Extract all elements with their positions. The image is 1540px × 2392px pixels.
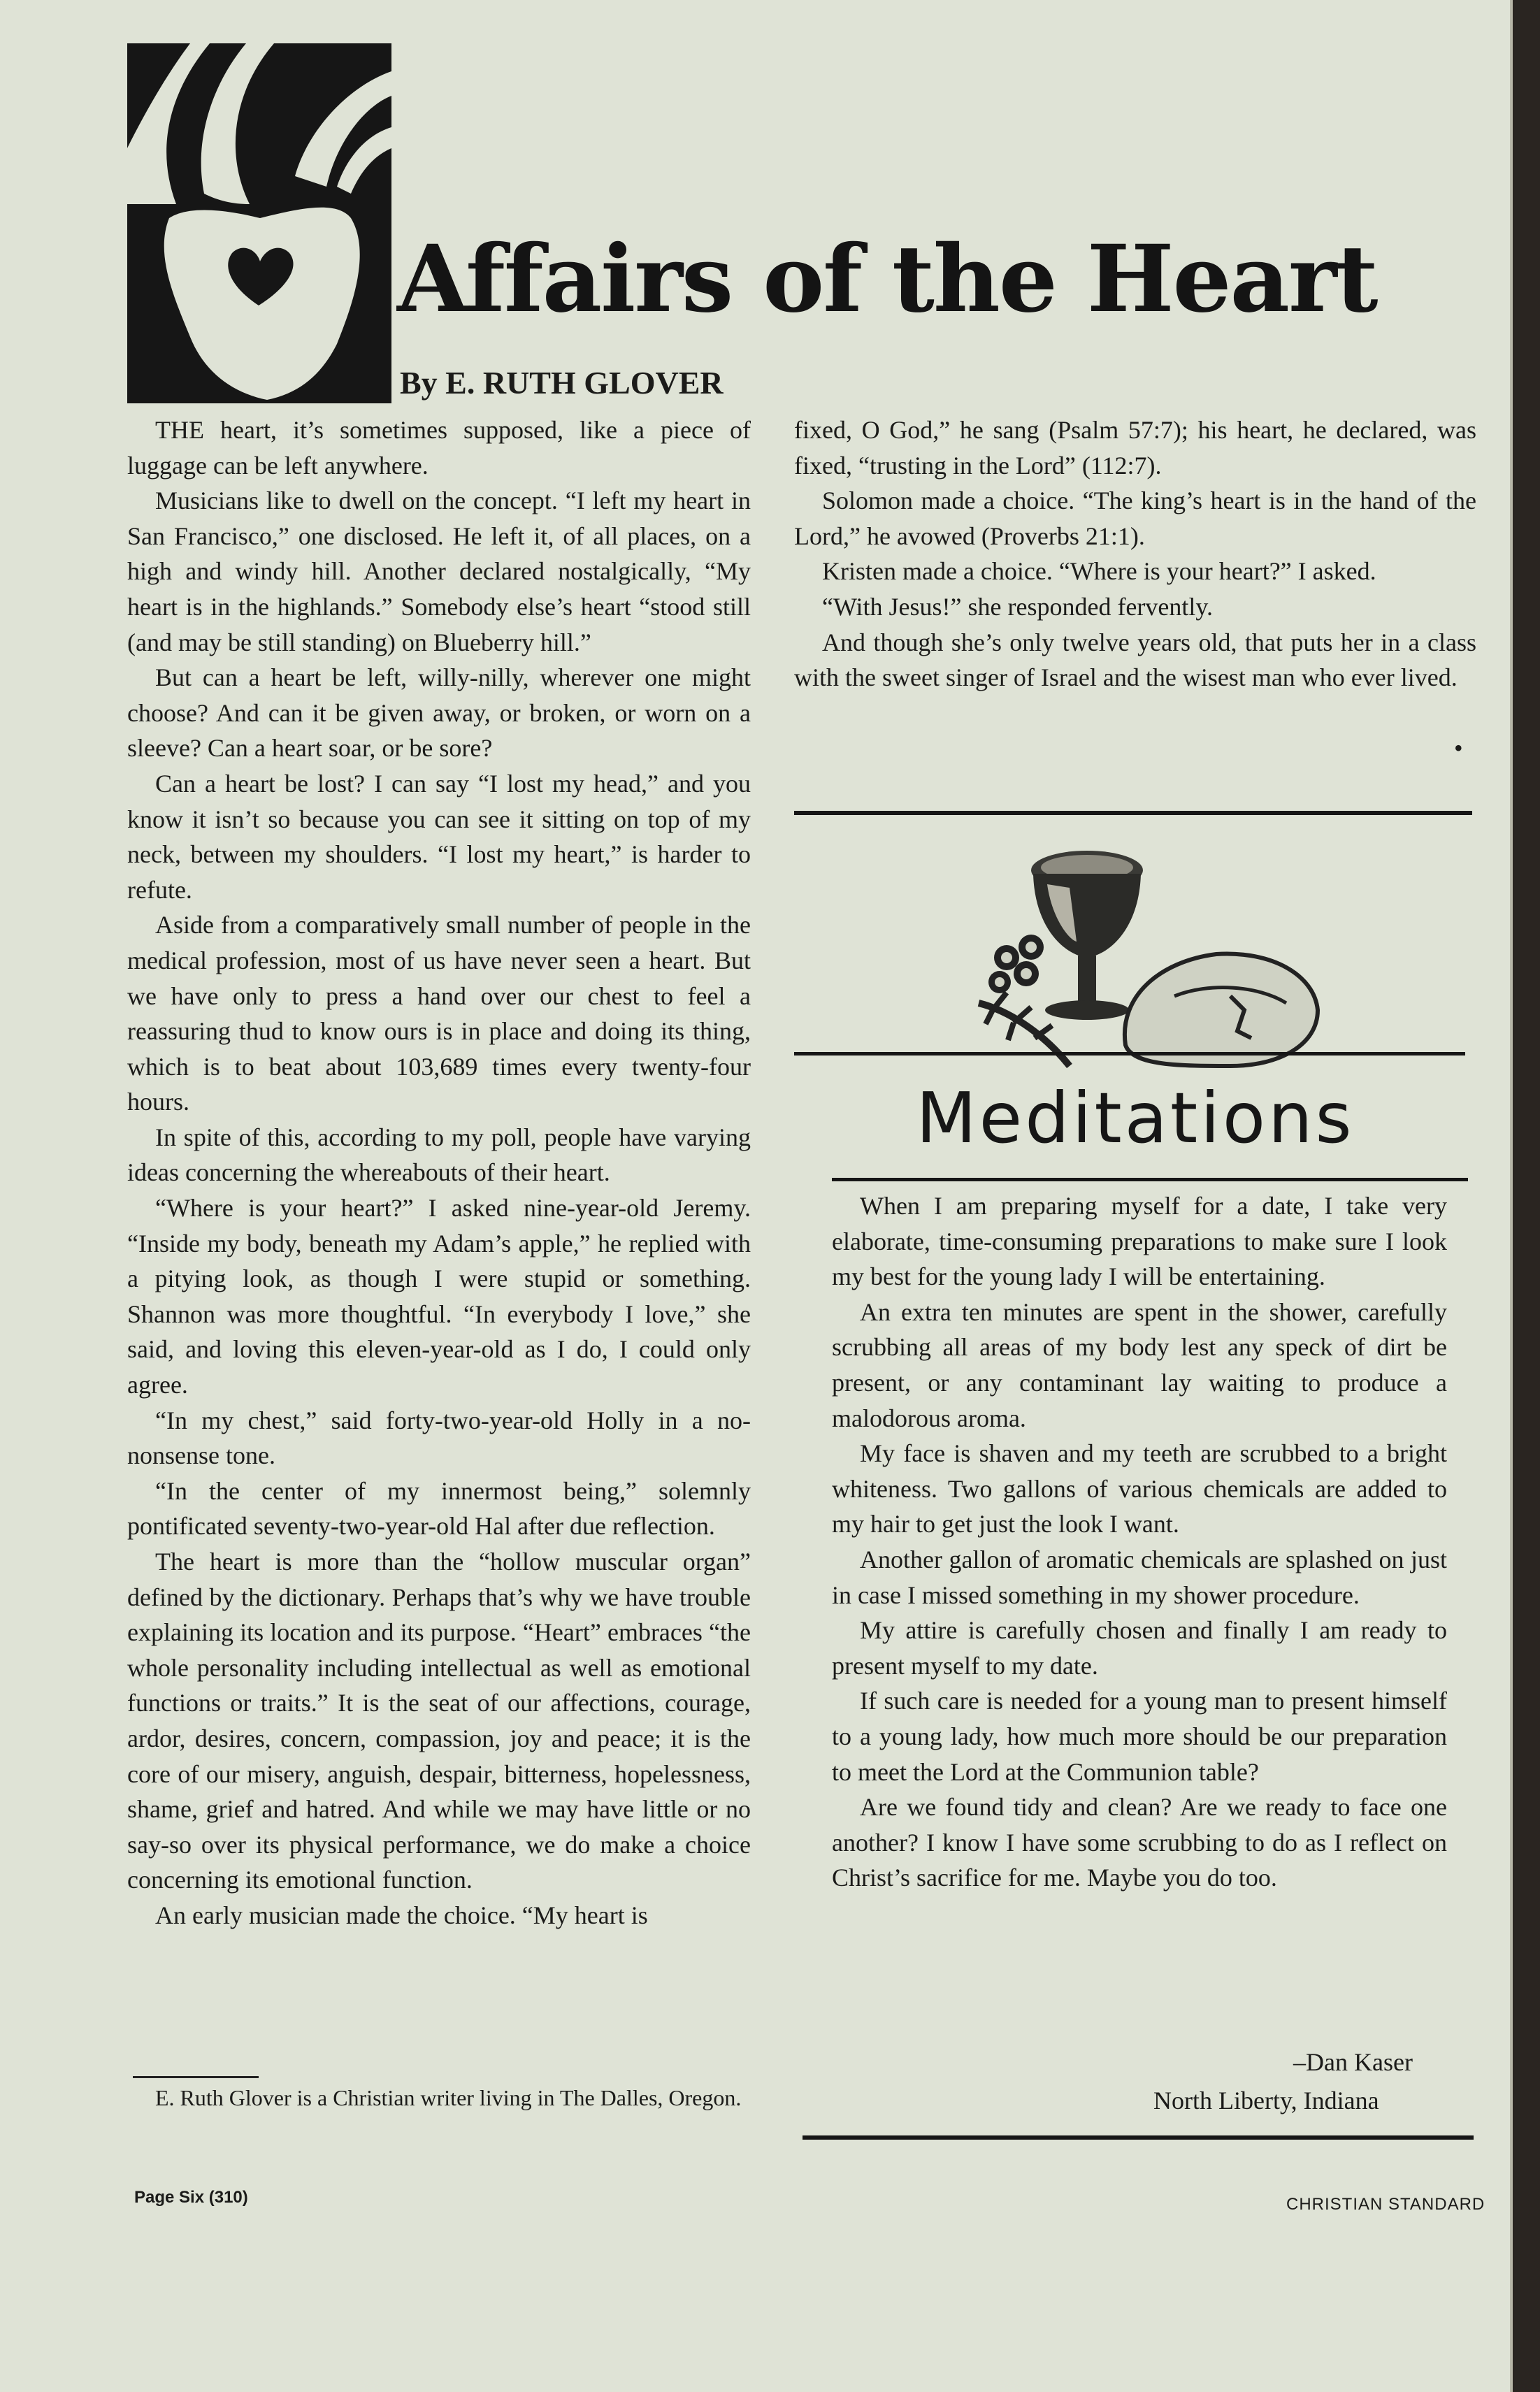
article-paragraph: Aside from a comparatively small number of people in the medical profession, most of us have never seen a heart. But we have only to press a hand over our chest to feel a reassuring thud to know ours is in place and doing its thing, which is to beat about 103,689 times every twenty-four hours.: [127, 911, 751, 1116]
page-number: Page Six (310): [134, 2188, 248, 2207]
binding-edge: [1513, 0, 1540, 2392]
article-paragraph: “In my chest,” said forty-two-year-old Holly in a no-nonsense tone.: [127, 1406, 751, 1470]
article-paragraph: “With Jesus!” she responded fervently.: [822, 592, 1214, 621]
meditations-heading: Meditations: [916, 1077, 1355, 1159]
author-footnote: E. Ruth Glover is a Christian writer living in The Dalles, Oregon.: [155, 2085, 742, 2110]
meditations-column: [832, 1188, 1447, 1896]
meditations-top-rule: [794, 1052, 1465, 1055]
meditations-bottom-rule: [832, 1178, 1468, 1181]
article-column-left: [127, 412, 751, 1933]
article-byline: By E. RUTH GLOVER: [400, 365, 724, 401]
meditations-paragraph: Another gallon of aromatic chemicals are splashed on just in case I missed something in my shower procedure.: [832, 1545, 1447, 1609]
article-paragraph: THE heart, it’s sometimes supposed, like a piece of luggage can be left anywhere.: [127, 416, 751, 480]
article-paragraph: fixed, O God,” he sang (Psalm 57:7); his heart, he declared, was fixed, “trusting in the Lord” (112:7).: [794, 416, 1476, 480]
meditations-paragraph: My face is shaven and my teeth are scrubbed to a bright whiteness. Two gallons of various chemicals are added to my hair to get just the look I want.: [832, 1439, 1447, 1539]
magazine-name: CHRISTIAN STANDARD: [1286, 2195, 1485, 2214]
article-paragraph: “In the center of my innermost being,” solemnly pontificated seventy-two-year-old Hal after due reflection.: [127, 1476, 751, 1541]
meditations-end-rule: [803, 2135, 1474, 2140]
article-column-right: [794, 412, 1476, 696]
article-paragraph: And though she’s only twelve years old, that puts her in a class with the sweet singer of Israel and the wisest man who ever lived.: [794, 628, 1476, 692]
article-paragraph: “Where is your heart?” I asked nine-year-old Jeremy. “Inside my body, beneath my Adam’s apple,” he replied with a pitying look, as though I were stupid or something. Shannon was more thoughtful. “In everybody I love,” she said, and loving this eleven-year-old as I do, I could only agree.: [127, 1194, 751, 1399]
meditations-paragraph: If such care is needed for a young man to present himself to a young lady, how much more should be our preparation to meet the Lord at the Communion table?: [832, 1687, 1447, 1786]
article-paragraph: Can a heart be lost? I can say “I lost my head,” and you know it isn’t so because you can see it sitting on top of my neck, between my shoulders. “I lost my heart,” is harder to refute.: [127, 769, 751, 904]
meditations-paragraph: When I am preparing myself for a date, I take very elaborate, time-consuming preparations to make sure I look my best for the young lady I will be entertaining.: [832, 1192, 1447, 1291]
article-paragraph: Solomon made a choice. “The king’s heart is in the hand of the Lord,” he avowed (Proverbs 21:1).: [794, 487, 1476, 550]
meditations-paragraph: Are we found tidy and clean? Are we ready to face one another? I know I have some scrubbing to do as I reflect on Christ’s sacrifice for me. Maybe you do too.: [832, 1793, 1447, 1892]
article-paragraph: Kristen made a choice. “Where is your heart?” I asked.: [822, 557, 1376, 586]
heart-logo-icon: [127, 43, 391, 403]
meditations-location: North Liberty, Indiana: [1153, 2087, 1379, 2114]
end-mark: •: [1454, 734, 1463, 762]
article-title: Affairs of the Heart: [397, 225, 1377, 333]
communion-cup-bread-icon: [965, 835, 1342, 1076]
meditations-paragraph: An extra ten minutes are spent in the shower, carefully scrubbing all areas of my body lest any speck of dirt be present, or any contaminant lay waiting to produce a malodorous aroma.: [832, 1297, 1447, 1432]
article-paragraph: But can a heart be left, willy-nilly, wherever one might choose? And can it be given away, or broken, or worn on a sleeve? Can a heart soar, or be sore?: [127, 663, 751, 763]
section-divider: [794, 811, 1472, 815]
article-paragraph: In spite of this, according to my poll, people have varying ideas concerning the whereabouts of their heart.: [127, 1123, 751, 1187]
meditations-author: –Dan Kaser: [1293, 2048, 1413, 2076]
article-paragraph: An early musician made the choice. “My heart is: [155, 1901, 648, 1929]
footnote-divider: [133, 2076, 259, 2078]
article-paragraph: Musicians like to dwell on the concept. “I left my heart in San Francisco,” one disclosed. He left it, of all places, on a high and windy hill. Another declared nostalgically, “My heart is in the highlands.” Somebody else’s heart “stood still (and may be still standing) on Blueberry hill.”: [127, 487, 751, 656]
article-paragraph: The heart is more than the “hollow muscular organ” defined by the dictionary. Perhaps that’s why we have trouble explaining its location and its purpose. “Heart” embraces “the whole personality including intellectual as well as emotional functions or traits.” It is the seat of our affections, courage, ardor, desires, concern, compassion, joy and peace; it is the core of our misery, anguish, despair, bitterness, hopelessness, shame, grief and hatred. And while we may have little or no say-so over its physical performance, we do make a choice concerning its emotional function.: [127, 1548, 751, 1894]
meditations-paragraph: My attire is carefully chosen and finally I am ready to present myself to my date.: [832, 1616, 1447, 1680]
